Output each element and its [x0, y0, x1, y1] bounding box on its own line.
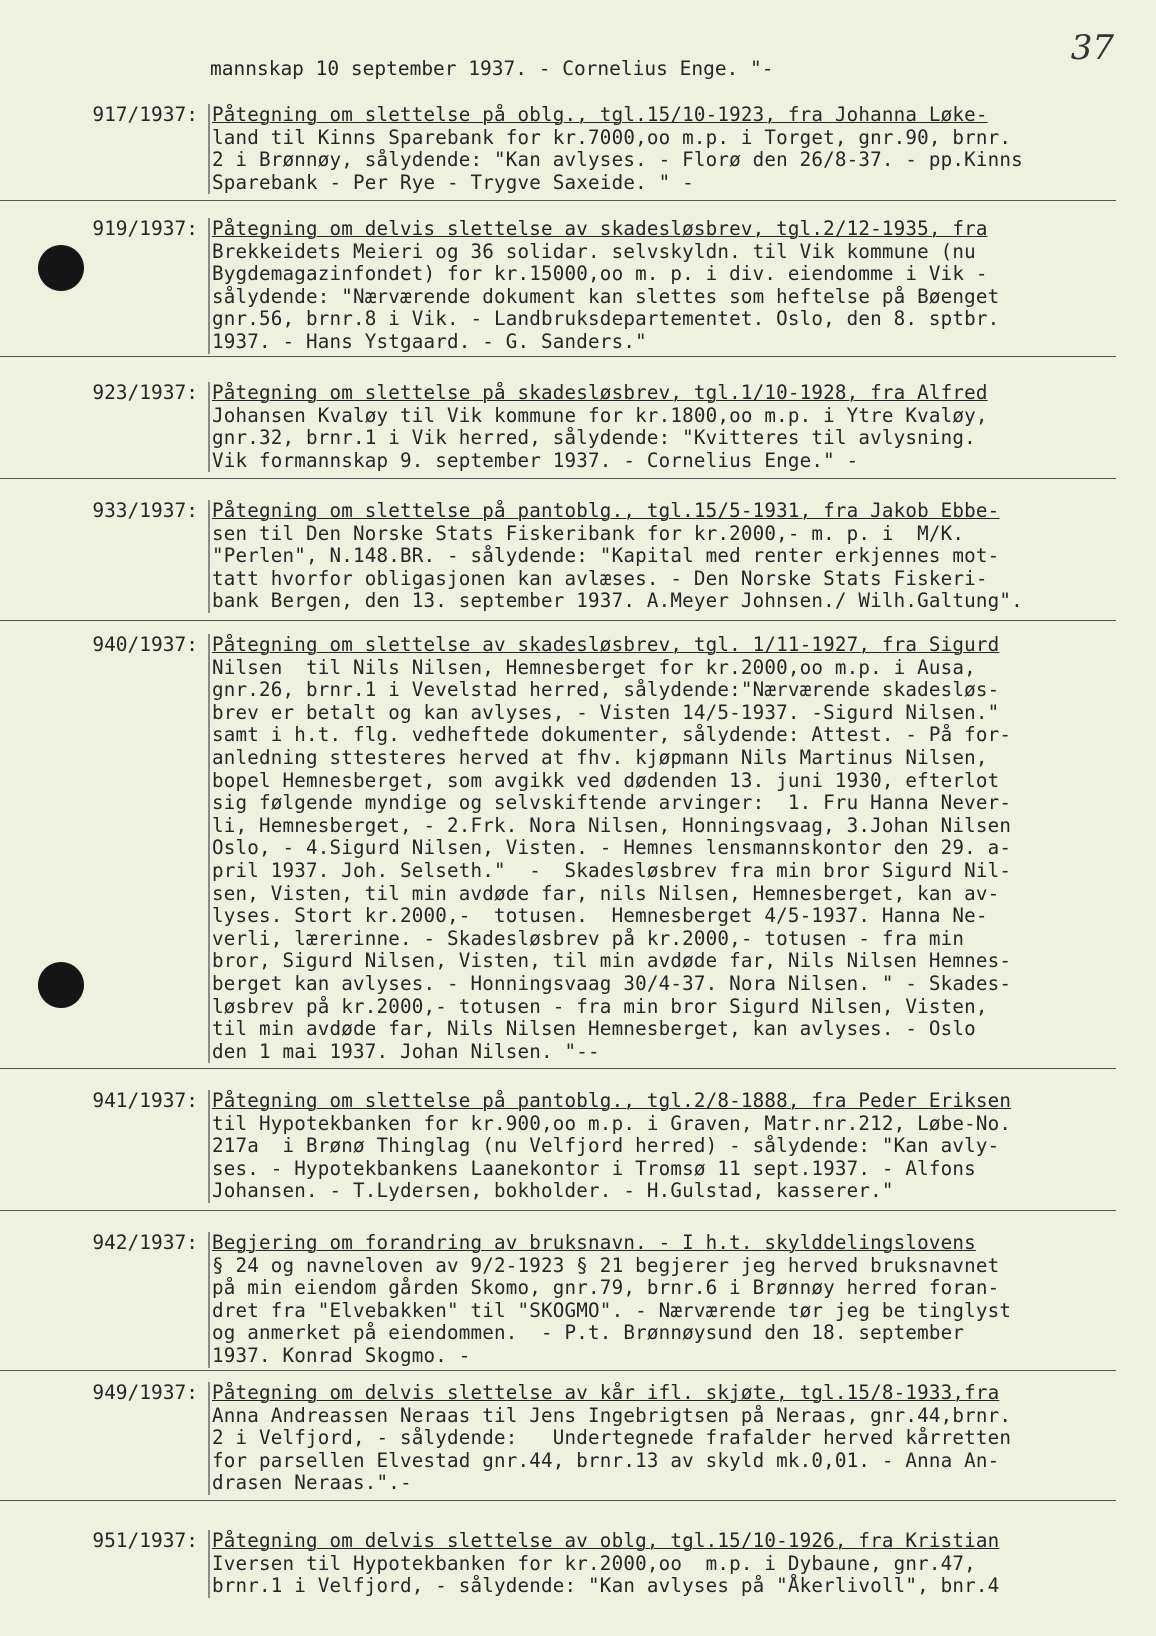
entry-line: land til Kinns Sparebank for kr.7000,oo m.p. i Torget, gnr.90, brnr.	[212, 125, 1012, 149]
entry-text	[208, 500, 1023, 613]
entry-line: 217a i Brønø Thinglag (nu Velfjord herred) - sålydende: "Kan avly-	[212, 1134, 1000, 1158]
entry-number: 919/1937:	[92, 217, 198, 240]
entry-line: Brekkeidets Meieri og 36 solidar. selvskyldn. til Vik kommune (nu	[212, 239, 976, 263]
entry-line: gnr.56, brnr.8 i Vik. - Landbruksdepartementet. Oslo, den 8. sptbr.	[212, 307, 1000, 331]
entry-text	[208, 634, 1011, 1063]
entry-line: Sparebank - Per Rye - Trygve Saxeide. " -	[212, 170, 694, 194]
entry-number: 940/1937:	[92, 633, 198, 656]
continuation-line: mannskap 10 september 1937. - Cornelius Enge. "-	[210, 57, 774, 80]
entry-line: 2 i Velfjord, - sålydende: Undertegnede frafalder herved kårretten	[212, 1426, 1012, 1450]
entry-line: bror, Sigurd Nilsen, Visten, til min avdøde far, Nils Nilsen Hemnes-	[212, 949, 1012, 973]
entry-divider	[0, 1068, 1116, 1069]
entry-line: sålydende: "Nærværende dokument kan slettes som heftelse på Bøenget	[212, 284, 1000, 308]
entry-line: pril 1937. Joh. Selseth." - Skadesløsbrev fra min bror Sigurd Nil-	[212, 858, 1012, 882]
entry-divider	[0, 1370, 1116, 1371]
entry-line: 1937. Konrad Skogmo. -	[212, 1343, 471, 1367]
entry-line: Påtegning om slettelse av skadesløsbrev, tgl. 1/11-1927, fra Sigurd	[212, 633, 1000, 656]
entry-number: 942/1937:	[92, 1231, 198, 1254]
entry-line: sen til Den Norske Stats Fiskeribank for kr.2000,- m. p. i M/K.	[212, 521, 965, 545]
entry-text	[208, 218, 999, 354]
entry-number: 917/1937:	[92, 103, 198, 126]
entry-line: løsbrev på kr.2000,- totusen - fra min bror Sigurd Nilsen, Visten,	[212, 994, 988, 1018]
entry-divider	[0, 478, 1116, 479]
entry-number: 933/1937:	[92, 499, 198, 522]
entry-line: Nilsen til Nils Nilsen, Hemnesberget for kr.2000,oo m.p. i Ausa,	[212, 655, 976, 679]
entry-number: 923/1937:	[92, 381, 198, 404]
entry-text	[208, 1232, 1011, 1368]
entry-line: Påtegning om delvis slettelse av kår ifl. skjøte, tgl.15/8-1933,fra	[212, 1381, 1000, 1404]
entry-number: 949/1937:	[92, 1381, 198, 1404]
entry-line: Påtegning om delvis slettelse av oblg, tgl.15/10-1926, fra Kristian	[212, 1529, 1000, 1552]
entry-line: Anna Andreassen Neraas til Jens Ingebrigtsen på Neraas, gnr.44,brnr.	[212, 1403, 1012, 1427]
entry-line: brev er betalt og kan avlyses, - Visten 14/5-1937. -Sigurd Nilsen."	[212, 700, 1000, 724]
entry-divider	[0, 356, 1116, 357]
entry-line: Oslo, - 4.Sigurd Nilsen, Visten. - Hemnes lensmannskontor den 29. a-	[212, 836, 1012, 860]
entry-line: dret fra "Elvebakken" til "SKOGMO". - Nærværende tør jeg be tinglyst	[212, 1298, 1012, 1322]
page-number: 37	[1070, 28, 1114, 68]
entry-line: Johansen. - T.Lydersen, bokholder. - H.Gulstad, kasserer."	[212, 1179, 894, 1203]
entry-line: på min eiendom gården Skomo, gnr.79, brnr.6 i Brønnøy herred foran-	[212, 1276, 1000, 1300]
entry-divider	[0, 200, 1116, 201]
entry-number: 941/1937:	[92, 1089, 198, 1112]
entry-line: li, Hemnesberget, - 2.Frk. Nora Nilsen, Honningsvaag, 3.Johan Nilsen	[212, 813, 1012, 837]
entry-line: for parsellen Elvestad gnr.44, brnr.13 av skyld mk.0,01. - Anna An-	[212, 1448, 1000, 1472]
entry-line: "Perlen", N.148.BR. - sålydende: "Kapital med renter erkjennes mot-	[212, 544, 1000, 568]
entry-divider	[0, 1500, 1116, 1501]
entry-line: bopel Hemnesberget, som avgikk ved dødenden 13. juni 1930, efterlot	[212, 768, 1000, 792]
entry-line: til min avdøde far, Nils Nilsen Hemnesberget, kan avlyses. - Oslo	[212, 1017, 976, 1041]
entry-line: samt i h.t. flg. vedheftede dokumenter, sålydende: Attest. - På for-	[212, 723, 1012, 747]
entry-line: sen, Visten, til min avdøde far, nils Nilsen, Hemnesberget, kan av-	[212, 881, 1000, 905]
entry-divider	[0, 620, 1116, 621]
entry-line: Begjering om forandring av bruksnavn. - I h.t. skylddelingslovens	[212, 1231, 976, 1254]
entry-line: § 24 og navneloven av 9/2-1923 § 21 begjerer jeg herved bruksnavnet	[212, 1253, 1000, 1277]
entry-text	[208, 1530, 999, 1598]
entry-divider	[0, 1210, 1116, 1211]
entry-line: Johansen Kvaløy til Vik kommune for kr.1800,oo m.p. i Ytre Kvaløy,	[212, 403, 988, 427]
entry-line: 1937. - Hans Ystgaard. - G. Sanders."	[212, 329, 647, 353]
entry-line: den 1 mai 1937. Johan Nilsen. "--	[212, 1039, 600, 1063]
entry-line: verli, lærerinne. - Skadesløsbrev på kr.2000,- totusen - fra min	[212, 926, 965, 950]
punch-hole-top	[38, 245, 84, 291]
entry-line: og anmerket på eiendommen. - P.t. Brønnøysund den 18. september	[212, 1321, 965, 1345]
entry-line: Påtegning om slettelse på oblg., tgl.15/10-1923, fra Johanna Løke-	[212, 103, 988, 126]
punch-hole-bottom	[38, 962, 84, 1008]
entry-line: 2 i Brønnøy, sålydende: "Kan avlyses. - Florø den 26/8-37. - pp.Kinns	[212, 148, 1023, 172]
entry-line: Påtegning om slettelse på skadesløsbrev, tgl.1/10-1928, fra Alfred	[212, 381, 988, 404]
entry-line: Vik formannskap 9. september 1937. - Cornelius Enge." -	[212, 448, 859, 472]
entry-text	[208, 1090, 1011, 1203]
entry-line: sig følgende myndige og selvskiftende arvinger: 1. Fru Hanna Never-	[212, 791, 1012, 815]
entry-line: Påtegning om delvis slettelse av skadesløsbrev, tgl.2/12-1935, fra	[212, 217, 988, 240]
entry-line: brnr.1 i Velfjord, - sålydende: "Kan avlyses på "Åkerlivoll", bnr.4	[212, 1574, 1000, 1598]
entry-line: tatt hvorfor obligasjonen kan avlæses. - Den Norske Stats Fiskeri-	[212, 566, 988, 590]
entry-line: anledning sttesteres herved at fhv. kjøpmann Nils Martinus Nilsen,	[212, 745, 988, 769]
entry-number: 951/1937:	[92, 1529, 198, 1552]
entry-line: Påtegning om slettelse på pantoblg., tgl.2/8-1888, fra Peder Eriksen	[212, 1089, 1012, 1112]
entry-text	[208, 382, 988, 472]
entry-line: til Hypotekbanken for kr.900,oo m.p. i Graven, Matr.nr.212, Løbe-No.	[212, 1111, 1012, 1135]
entry-line: bank Bergen, den 13. september 1937. A.Meyer Johnsen./ Wilh.Galtung".	[212, 589, 1023, 613]
entry-line: gnr.26, brnr.1 i Vevelstad herred, sålydende:"Nærværende skadesløs-	[212, 678, 1000, 702]
entry-line: Påtegning om slettelse på pantoblg., tgl.15/5-1931, fra Jakob Ebbe-	[212, 499, 1000, 522]
entry-line: ses. - Hypotekbankens Laanekontor i Tromsø 11 sept.1937. - Alfons	[212, 1156, 976, 1180]
entry-line: gnr.32, brnr.1 i Vik herred, sålydende: "Kvitteres til avlysning.	[212, 426, 976, 450]
entry-line: Bygdemagazinfondet) for kr.15000,oo m. p. i div. eiendomme i Vik -	[212, 262, 988, 286]
entry-line: berget kan avlyses. - Honningsvaag 30/4-37. Nora Nilsen. " - Skades-	[212, 971, 1012, 995]
entry-line: lyses. Stort kr.2000,- totusen. Hemnesberget 4/5-1937. Hanna Ne-	[212, 904, 988, 928]
entry-line: drasen Neraas.".-	[212, 1471, 412, 1495]
entry-line: Iversen til Hypotekbanken for kr.2000,oo m.p. i Dybaune, gnr.47,	[212, 1551, 976, 1575]
entry-text	[208, 104, 1023, 194]
entry-text	[208, 1382, 1011, 1495]
